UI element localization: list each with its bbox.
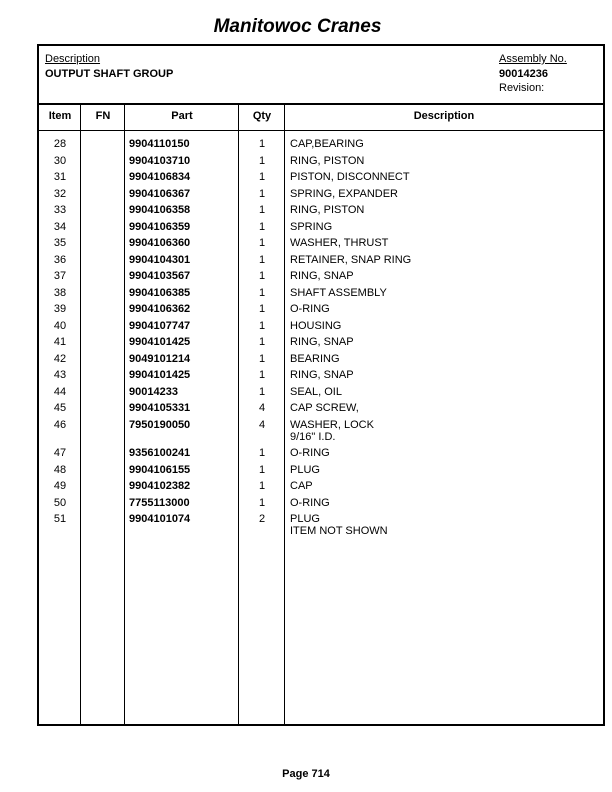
description-line: O-RING xyxy=(290,496,330,509)
part-description xyxy=(290,513,388,537)
item-number: 51 xyxy=(53,513,67,525)
part-number: 9049101214 xyxy=(129,352,191,365)
description-line: PISTON, DISCONNECT xyxy=(290,171,410,183)
part-number: 9904101425 xyxy=(129,336,191,348)
description-line: O-RING xyxy=(290,303,330,315)
item-number: 31 xyxy=(53,171,67,183)
quantity: 1 xyxy=(258,253,266,266)
description-line: RING, PISTON xyxy=(290,204,365,216)
part-number: 7755113000 xyxy=(129,496,190,509)
quantity: 1 xyxy=(258,303,266,315)
column-header-part: Part xyxy=(171,110,193,122)
description-line: WASHER, LOCK xyxy=(290,418,374,431)
quantity: 1 xyxy=(258,187,266,200)
description-line: RING, SNAP xyxy=(290,369,354,381)
page-title: Manitowoc Cranes xyxy=(213,16,382,37)
item-number: 30 xyxy=(53,154,67,167)
part-description xyxy=(290,369,354,381)
part-description xyxy=(290,303,330,315)
item-number: 37 xyxy=(53,270,67,282)
part-number: 9904106358 xyxy=(129,204,191,216)
part-number: 9904106155 xyxy=(129,463,191,476)
part-number: 9904106360 xyxy=(129,237,191,249)
description-line: BEARING xyxy=(290,352,340,365)
description-line: RING, SNAP xyxy=(290,336,354,348)
description-line: CAP xyxy=(290,480,313,492)
description-line: ITEM NOT SHOWN xyxy=(290,525,388,537)
description-line: SHAFT ASSEMBLY xyxy=(290,286,387,299)
part-description xyxy=(290,287,387,299)
item-number: 35 xyxy=(53,237,67,249)
part-number: 9904110150 xyxy=(129,138,190,150)
quantity: 1 xyxy=(258,480,266,492)
part-number: 9356100241 xyxy=(129,447,191,459)
description-line: SPRING, EXPANDER xyxy=(290,187,398,200)
part-number: 9904106359 xyxy=(129,220,191,233)
quantity: 1 xyxy=(258,138,266,150)
part-description xyxy=(290,447,330,459)
part-description xyxy=(290,204,364,216)
column-header-qty: Qty xyxy=(252,110,272,122)
item-number: 36 xyxy=(53,253,67,266)
quantity: 1 xyxy=(258,220,266,233)
quantity: 1 xyxy=(258,352,266,365)
part-number: 9904107747 xyxy=(129,319,191,332)
quantity: 1 xyxy=(258,447,266,459)
quantity: 1 xyxy=(258,237,266,249)
part-number: 90014233 xyxy=(129,385,178,398)
part-description xyxy=(290,171,410,183)
quantity: 1 xyxy=(258,336,266,348)
part-number: 9904106362 xyxy=(129,303,191,315)
description-line: O-RING xyxy=(290,447,330,459)
assembly-header xyxy=(39,46,603,105)
assembly-number-value: 90014236 xyxy=(499,68,548,80)
quantity: 1 xyxy=(258,154,266,167)
part-number: 9904105331 xyxy=(129,402,191,414)
item-number: 34 xyxy=(53,220,67,233)
part-number: 9904101425 xyxy=(129,369,191,381)
column-header-description: Description xyxy=(413,110,475,122)
assembly-number-label: Assembly No. xyxy=(499,53,567,65)
quantity: 1 xyxy=(258,496,266,509)
parts-list-frame xyxy=(37,44,605,726)
item-number: 41 xyxy=(53,336,67,348)
item-number: 40 xyxy=(53,319,67,332)
part-description xyxy=(290,402,359,414)
description-line: CAP SCREW, xyxy=(290,402,359,414)
quantity: 1 xyxy=(258,319,266,332)
item-number: 42 xyxy=(53,352,67,365)
item-number: 48 xyxy=(53,463,67,476)
part-number: 7950190050 xyxy=(129,418,191,431)
quantity: 1 xyxy=(258,385,266,398)
quantity: 1 xyxy=(258,204,266,216)
part-number: 9904102382 xyxy=(129,480,191,492)
part-number: 9904106367 xyxy=(129,187,191,200)
part-description xyxy=(290,155,364,167)
item-number: 46 xyxy=(53,418,67,431)
part-description xyxy=(290,480,313,492)
page-number: Page 714 xyxy=(282,768,330,780)
item-number: 28 xyxy=(53,138,67,150)
description-line: RING, SNAP xyxy=(290,270,354,282)
description-label: Description xyxy=(45,53,101,65)
part-description xyxy=(290,464,320,476)
part-description xyxy=(290,254,411,266)
description-line: 9/16" I.D. xyxy=(290,430,336,443)
description-line: SPRING xyxy=(290,220,333,233)
description-line: RING, PISTON xyxy=(290,154,365,167)
item-number: 32 xyxy=(53,187,67,200)
part-description xyxy=(290,320,341,332)
part-description xyxy=(290,386,342,398)
quantity: 2 xyxy=(258,513,266,525)
part-description xyxy=(290,270,354,282)
part-number: 9904103710 xyxy=(129,154,191,167)
description-line: WASHER, THRUST xyxy=(290,237,389,249)
part-description xyxy=(290,138,364,150)
column-header-item: Item xyxy=(48,110,72,122)
item-number: 33 xyxy=(53,204,67,216)
quantity: 4 xyxy=(258,402,266,414)
description-line: RETAINER, SNAP RING xyxy=(290,253,412,266)
quantity: 1 xyxy=(258,369,266,381)
item-number: 47 xyxy=(53,447,67,459)
quantity: 1 xyxy=(258,270,266,282)
part-description xyxy=(290,353,340,365)
item-number: 50 xyxy=(53,496,67,509)
quantity: 1 xyxy=(258,171,266,183)
column-divider xyxy=(124,103,125,724)
quantity: 1 xyxy=(258,463,266,476)
item-number: 49 xyxy=(53,480,67,492)
quantity: 1 xyxy=(258,286,266,299)
description-line: PLUG xyxy=(290,463,320,476)
description-line: CAP,BEARING xyxy=(290,138,364,150)
part-description xyxy=(290,419,374,443)
quantity: 4 xyxy=(258,418,266,431)
item-number: 44 xyxy=(53,385,67,398)
description-value: OUTPUT SHAFT GROUP xyxy=(45,68,174,80)
part-description xyxy=(290,497,330,509)
part-description xyxy=(290,237,388,249)
item-number: 45 xyxy=(53,402,67,414)
part-description xyxy=(290,336,354,348)
description-line: HOUSING xyxy=(290,319,342,332)
description-line: PLUG xyxy=(290,513,320,525)
part-description xyxy=(290,188,398,200)
description-line: SEAL, OIL xyxy=(290,385,342,398)
item-number: 38 xyxy=(53,286,67,299)
part-number: 9904106834 xyxy=(129,171,191,183)
part-number: 9904103567 xyxy=(129,270,191,282)
part-number: 9904101074 xyxy=(129,513,191,525)
item-number: 39 xyxy=(53,303,67,315)
part-number: 9904104301 xyxy=(129,253,191,266)
part-description xyxy=(290,221,332,233)
revision-label: Revision: xyxy=(499,82,545,94)
part-number: 9904106385 xyxy=(129,286,191,299)
item-number: 43 xyxy=(53,369,67,381)
column-header-fn: FN xyxy=(95,110,111,122)
